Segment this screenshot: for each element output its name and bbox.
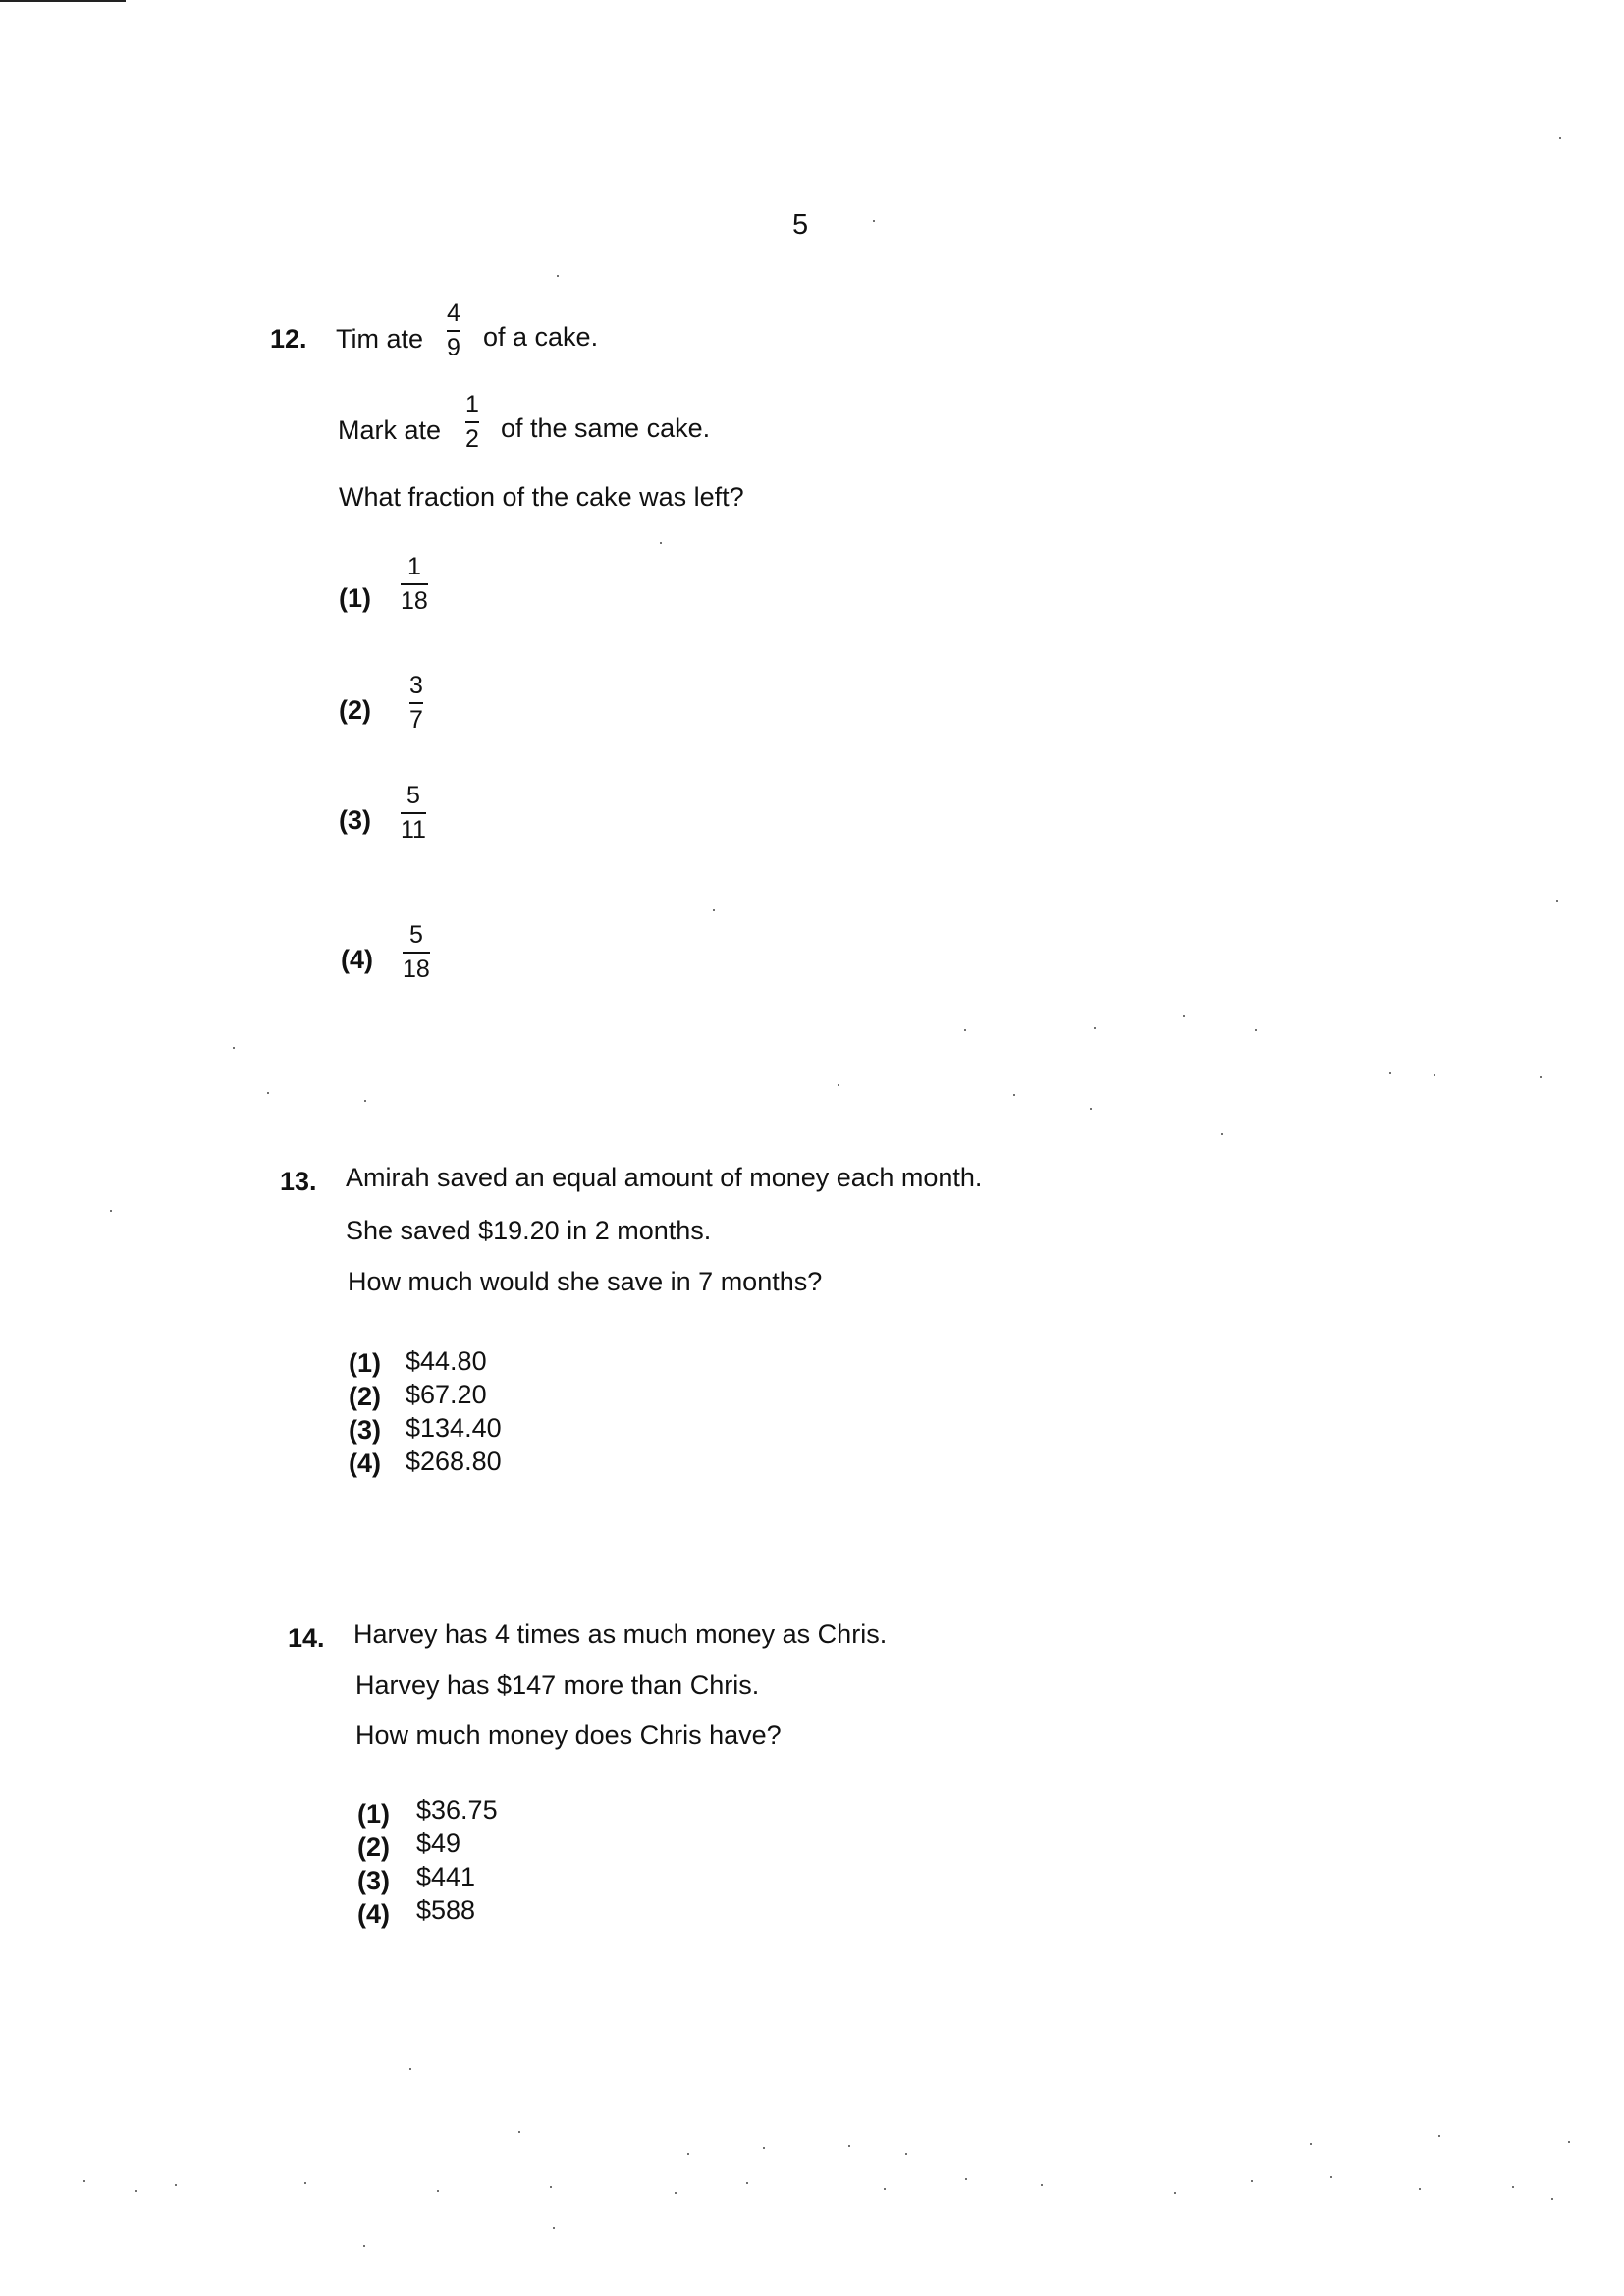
scan-speck (233, 1047, 235, 1049)
scan-speck (1221, 1133, 1223, 1135)
scan-speck (873, 220, 875, 222)
numerator: 5 (406, 782, 420, 809)
denominator: 7 (409, 706, 423, 734)
fraction-bar (401, 583, 428, 585)
scan-speck (848, 2145, 850, 2147)
option-fraction (409, 674, 423, 733)
scan-speck (1438, 2135, 1440, 2137)
scan-speck (553, 2227, 555, 2229)
option-fraction (401, 784, 426, 843)
denominator: 11 (401, 816, 426, 844)
scan-speck (437, 2190, 439, 2192)
scan-speck (660, 542, 662, 544)
fraction-bar (465, 421, 479, 423)
scan-speck (550, 2186, 552, 2188)
fraction-bar (403, 952, 430, 954)
question-text: Mark ate (338, 415, 442, 445)
question-text: of the same cake. (501, 413, 711, 443)
page-number: 5 (792, 209, 809, 241)
fraction-bar (409, 702, 423, 704)
fraction (447, 301, 460, 360)
scan-speck (364, 1100, 366, 1102)
scan-speck (518, 2131, 520, 2133)
scan-speck (83, 2180, 85, 2182)
option-label: (1) (349, 1348, 381, 1378)
top-rule (0, 0, 126, 2)
denominator: 18 (403, 956, 430, 983)
scan-speck (1310, 2143, 1312, 2145)
question-number: 13. (280, 1167, 317, 1196)
scan-speck (1174, 2192, 1176, 2194)
question-text: Harvey has 4 times as much money as Chris. (353, 1619, 888, 1649)
scan-speck (409, 2068, 411, 2070)
scan-speck (1512, 2186, 1514, 2188)
numerator: 5 (408, 921, 423, 949)
denominator: 9 (447, 334, 460, 361)
question-text: of a cake. (483, 322, 599, 352)
scan-speck (964, 1029, 966, 1031)
scan-speck (110, 1210, 112, 1212)
scan-speck (746, 2182, 748, 2184)
scan-speck (135, 2190, 137, 2192)
question-text: Amirah saved an equal amount of money each month. (346, 1163, 983, 1192)
question-number: 12. (270, 324, 307, 354)
option-fraction (401, 555, 428, 614)
scan-speck (1251, 2180, 1253, 2182)
numerator: 1 (406, 553, 421, 580)
option-label: (1) (339, 583, 371, 613)
option-value: $49 (416, 1829, 461, 1858)
question-text: Harvey has $147 more than Chris. (355, 1670, 760, 1700)
scan-speck (1183, 1015, 1185, 1017)
option-value: $67.20 (406, 1380, 487, 1409)
scan-speck (1094, 1027, 1096, 1029)
option-label: (4) (357, 1899, 390, 1929)
fraction-bar (447, 330, 460, 332)
scan-speck (1559, 137, 1561, 139)
scan-speck (1255, 1029, 1257, 1031)
option-value: $134.40 (406, 1413, 502, 1443)
scan-speck (1090, 1108, 1092, 1110)
scan-speck (1556, 900, 1558, 902)
scan-speck (175, 2184, 177, 2186)
scan-speck (363, 2245, 365, 2247)
scan-speck (884, 2188, 886, 2190)
option-label: (2) (349, 1382, 381, 1411)
numerator: 4 (447, 300, 460, 327)
scan-speck (838, 1084, 839, 1086)
option-label: (1) (357, 1799, 390, 1829)
scan-speck (675, 2192, 677, 2194)
scan-speck (557, 275, 559, 277)
scan-speck (1389, 1072, 1391, 1074)
question-prompt: How much would she save in 7 months? (348, 1267, 823, 1296)
option-label: (2) (357, 1832, 390, 1862)
numerator: 3 (409, 672, 423, 699)
scan-speck (1540, 1076, 1542, 1078)
question-text: Tim ate (336, 324, 424, 354)
fraction-bar (401, 812, 426, 814)
denominator: 2 (465, 425, 479, 453)
option-label: (3) (339, 805, 371, 835)
option-label: (3) (357, 1866, 390, 1895)
scan-speck (1434, 1074, 1435, 1076)
question-prompt: What fraction of the cake was left? (339, 482, 744, 512)
question-number: 14. (288, 1623, 325, 1653)
option-value: $588 (416, 1895, 476, 1925)
fraction (465, 393, 479, 452)
option-value: $36.75 (416, 1795, 498, 1825)
scan-speck (304, 2182, 306, 2184)
question-prompt: How much money does Chris have? (355, 1721, 782, 1750)
scan-speck (905, 2153, 907, 2155)
option-value: $441 (416, 1862, 476, 1891)
option-value: $268.80 (406, 1447, 502, 1476)
option-fraction (403, 923, 430, 982)
scan-speck (763, 2147, 765, 2149)
option-label: (2) (339, 695, 371, 725)
scan-speck (687, 2153, 689, 2155)
numerator: 1 (465, 391, 479, 418)
option-label: (4) (349, 1449, 381, 1478)
denominator: 18 (401, 587, 428, 615)
option-label: (3) (349, 1415, 381, 1445)
scan-speck (713, 909, 715, 911)
option-value: $44.80 (406, 1346, 487, 1376)
scan-speck (1551, 2198, 1553, 2200)
scan-speck (1330, 2176, 1332, 2178)
scan-speck (1419, 2188, 1421, 2190)
scan-speck (1013, 1094, 1015, 1096)
scan-speck (1041, 2184, 1043, 2186)
scan-speck (267, 1092, 269, 1094)
question-text: She saved $19.20 in 2 months. (346, 1216, 712, 1245)
scan-speck (1568, 2141, 1570, 2143)
scan-speck (965, 2178, 967, 2180)
option-label: (4) (341, 945, 373, 974)
